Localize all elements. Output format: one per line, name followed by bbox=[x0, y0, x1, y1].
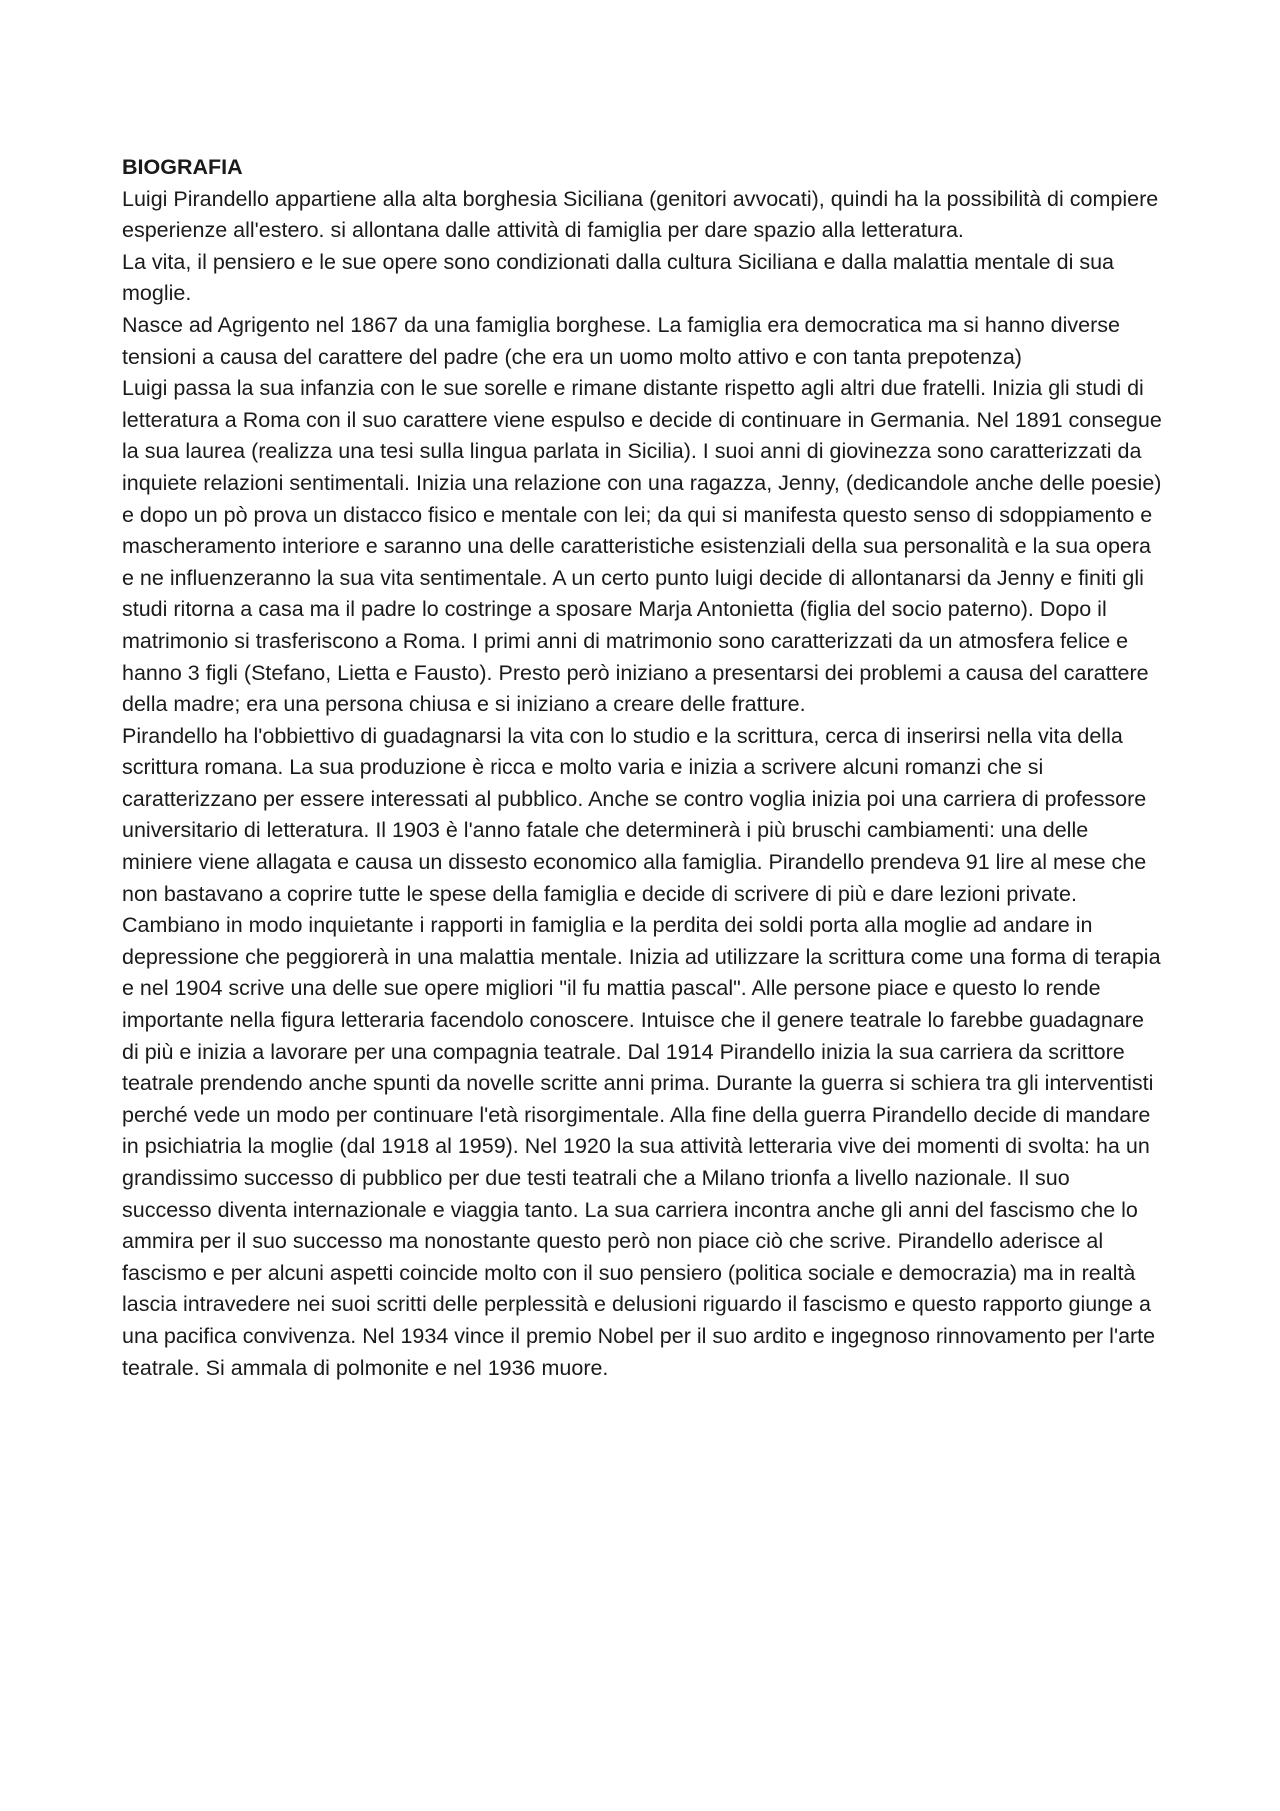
document-body bbox=[122, 152, 1162, 1384]
paragraph-intro: Luigi Pirandello appartiene alla alta borghesia Siciliana (genitori avvocati), quindi ha la possibilità di compiere esperienze all'estero. si allontana dalle attività di famiglia per dare spazio alla letteratura. bbox=[122, 186, 1159, 243]
document-heading: BIOGRAFIA bbox=[122, 155, 243, 179]
paragraph-youth: Luigi passa la sua infanzia con le sue sorelle e rimane distante rispetto agli altri due fratelli. Inizia gli studi di letteratura a Roma con il suo carattere viene espulso e decide di continuare in Germania. Nel 1891 consegue la sua laurea (realizza una tesi sulla lingua parlata in Sicilia). I suoi anni di giovinezza sono caratterizzati da inquiete relazioni sentimentali. Inizia una relazione con una ragazza, Jenny, (dedicandole anche delle poesie) e dopo un pò prova un distacco fisico e mentale con lei; da qui si manifesta questo senso di sdoppiamento e mascheramento interiore e saranno una delle caratteristiche esistenziali della sua personalità e la sua opera e ne influenzeranno la sua vita sentimentale. A un certo punto luigi decide di allontanarsi da Jenny e finiti gli studi ritorna a casa ma il padre lo costringe a sposare Marja Antonietta (figlia del socio paterno). Dopo il matrimonio si trasferiscono a Roma. I primi anni di matrimonio sono caratterizzati da un atmosfera felice e hanno 3 figli (Stefano, Lietta e Fausto). Presto però iniziano a presentarsi dei problemi a causa del carattere della madre; era una persona chiusa e si iniziano a creare delle fratture. bbox=[122, 376, 1162, 717]
paragraph-career: Pirandello ha l'obbiettivo di guadagnarsi la vita con lo studio e la scrittura, cerca di inserirsi nella vita della scrittura romana. La sua produzione è ricca e molto varia e inizia a scrivere alcuni romanzi che si caratterizzano per essere interessati al pubblico. Anche se contro voglia inizia poi una carriera di professore universitario di letteratura. Il 1903 è l'anno fatale che determinerà i più bruschi cambiamenti: una delle miniere viene allagata e causa un dissesto economico alla famiglia. Pirandello prendeva 91 lire al mese che non bastavano a coprire tutte le spese della famiglia e decide di scrivere di più e dare lezioni private. Cambiano in modo inquietante i rapporti in famiglia e la perdita dei soldi porta alla moglie ad andare in depressione che peggiorerà in una malattia mentale. Inizia ad utilizzare la scrittura come una forma di terapia e nel 1904 scrive una delle sue opere migliori "il fu mattia pascal". Alle persone piace e questo lo rende importante nella figura letteraria facendolo conoscere. Intuisce che il genere teatrale lo farebbe guadagnare di più e inizia a lavorare per una compagnia teatrale. Dal 1914 Pirandello inizia la sua carriera da scrittore teatrale prendendo anche spunti da novelle scritte anni prima. Durante la guerra si schiera tra gli interventisti perché vede un modo per continuare l'età risorgimentale. Alla fine della guerra Pirandello decide di mandare in psichiatria la moglie (dal 1918 al 1959). Nel 1920 la sua attività letteraria vive dei momenti di svolta: ha un grandissimo successo di pubblico per due testi teatrali che a Milano trionfa a livello nazionale. Il suo successo diventa internazionale e viaggia tanto. La sua carriera incontra anche gli anni del fascismo che lo ammira per il suo successo ma nonostante questo però non piace ciò che scrive. Pirandello aderisce al fascismo e per alcuni aspetti coincide molto con il suo pensiero (politica sociale e democrazia) ma in realtà lascia intravedere nei suoi scritti delle perplessità e delusioni riguardo il fascismo e questo rapporto giunge a una pacifica convivenza. Nel 1934 vince il premio Nobel per il suo ardito e ingegnoso rinnovamento per l'arte teatrale. Si ammala di polmonite e nel 1936 muore. bbox=[122, 723, 1161, 1380]
paragraph-influences: La vita, il pensiero e le sue opere sono condizionati dalla cultura Siciliana e dalla malattia mentale di sua moglie. bbox=[122, 249, 1114, 306]
paragraph-birth: Nasce ad Agrigento nel 1867 da una famiglia borghese. La famiglia era democratica ma si hanno diverse tensioni a causa del carattere del padre (che era un uomo molto attivo e con tanta prepotenza) bbox=[122, 312, 1120, 369]
